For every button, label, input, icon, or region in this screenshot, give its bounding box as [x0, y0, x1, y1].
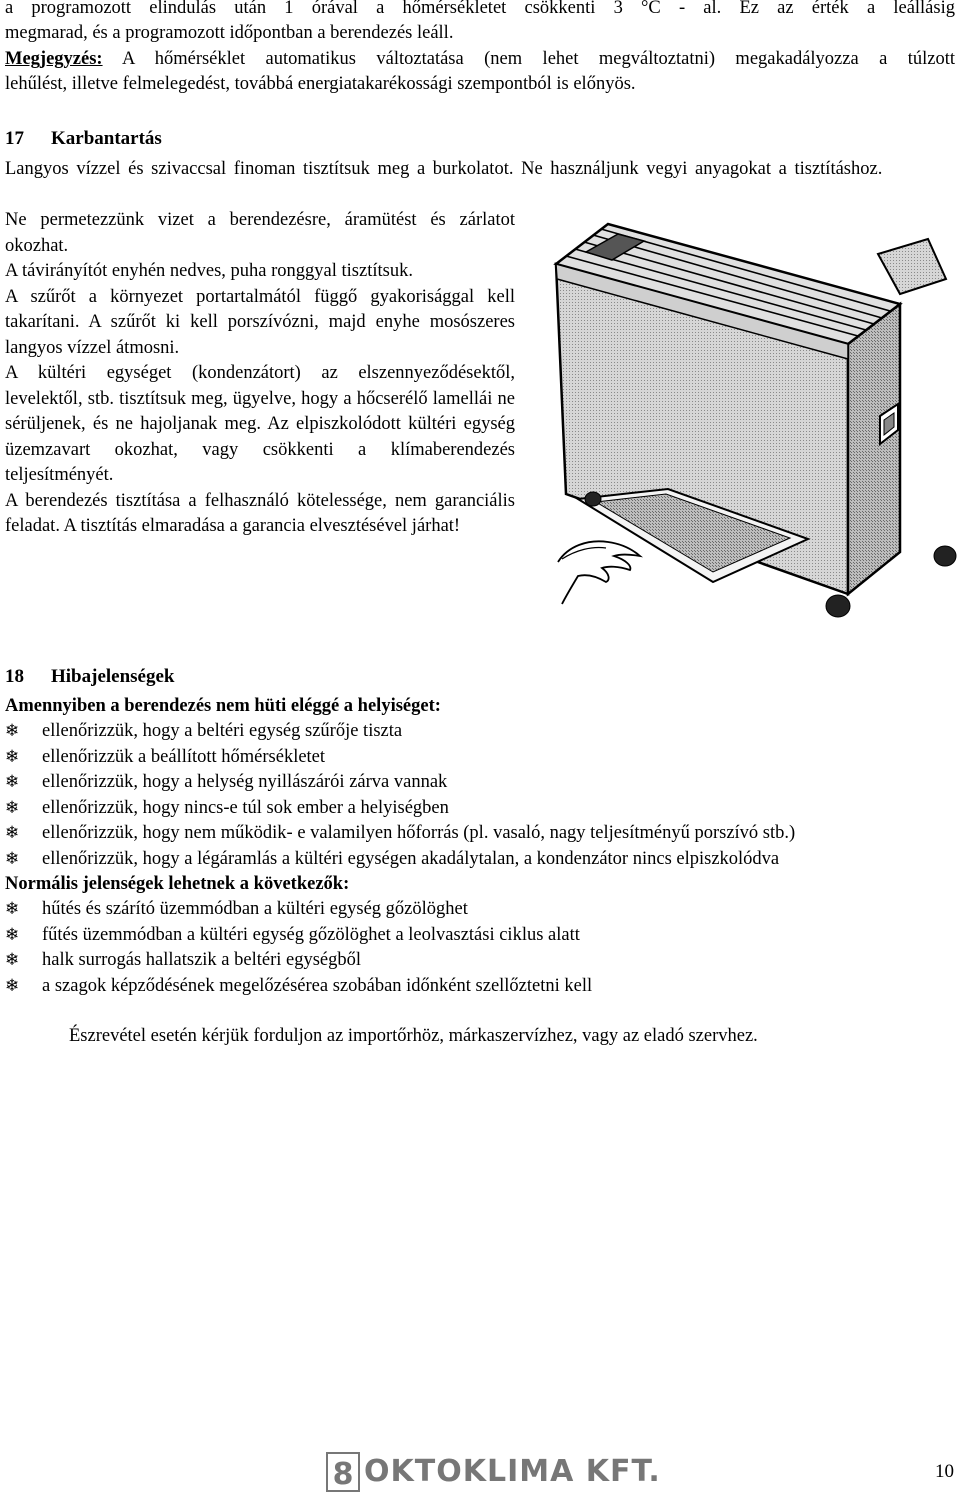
- section-17-number: 17: [5, 128, 24, 149]
- list-item: ❄ ellenőrizzük, hogy a beltéri egység szűrője tiszta: [5, 719, 795, 745]
- list-item: ❄ halk surrogás hallatszik a beltéri egységből: [5, 948, 592, 974]
- section-18-subheading-2: Normális jelenségek lehetnek a következők:: [5, 874, 350, 894]
- section-18-heading: [5, 664, 175, 690]
- snowflake-icon: ❄: [5, 797, 20, 818]
- note-line-2: lehűlést, illetve felmelegedést, továbbá energiatakarékossági szempontból is előnyös.: [5, 74, 636, 94]
- intro-line-1: a programozott elindulás után 1 órával a hőmérsékletet csökkenti 3 °C - al. Ez az érték a leállásig: [5, 0, 955, 18]
- snowflake-icon: ❄: [5, 848, 20, 869]
- snowflake-icon: ❄: [5, 950, 20, 970]
- section-17-column: [5, 208, 515, 540]
- company-logo: [326, 1452, 661, 1492]
- section-17-heading: [5, 126, 162, 152]
- snowflake-icon: ❄: [5, 924, 20, 945]
- logo-mark-icon: [326, 1452, 360, 1492]
- note-text-1: A hőmérséklet automatikus változtatása (nem lehet megváltoztatni) megakadályozza a túlzott: [102, 49, 955, 69]
- snowflake-icon: ❄: [5, 772, 20, 792]
- list-item: ❄ ellenőrizzük, hogy nincs-e túl sok ember a helyiségben: [5, 796, 795, 822]
- section-17-paragraph-3: A távirányítót enyhén nedves, puha ronggyal tisztítsuk.: [5, 261, 413, 281]
- list-item: ❄ ellenőrizzük a beállított hőmérsékletet: [5, 745, 795, 771]
- section-18-subheading-1: Amennyiben a berendezés nem hüti eléggé a helyiséget:: [5, 696, 441, 716]
- checklist-normal-phenomena: [5, 897, 592, 999]
- section-17-title: Karbantartás: [51, 128, 162, 149]
- checklist-not-cooling: [5, 719, 795, 872]
- air-conditioner-illustration: [548, 194, 958, 640]
- list-item: ❄ ellenőrizzük, hogy a légáramlás a kültéri egységen akadálytalan, a kondenzátor nincs elpiszkolódva: [5, 847, 795, 873]
- page-number: 10: [935, 1461, 954, 1482]
- list-item: ❄ hűtés és szárító üzemmódban a kültéri egység gőzölöghet: [5, 897, 592, 923]
- snowflake-icon: ❄: [5, 975, 20, 996]
- section-17-paragraph-6: A berendezés tisztítása a felhasználó kötelessége, nem garanciális feladat. A tisztítás elmaradása a garancia elvesztésével járhat!: [5, 490, 515, 536]
- intro-line-2: megmarad, és a programozott időpontban a berendezés leáll.: [5, 23, 454, 43]
- list-item: ❄ fűtés üzemmódban a kültéri egység gőzölöghet a leolvasztási ciklus alatt: [5, 923, 592, 949]
- list-item: ❄ ellenőrizzük, hogy a helység nyillászárói zárva vannak: [5, 770, 795, 796]
- section-17-paragraph-5: A kültéri egységet (kondenzátort) az elszennyeződésektől, levelektől, stb. tisztítsuk meg, ügyelve, hogy a hőcserélő lamellái ne sérüljenek, és ne hajoljanak meg. Az elpiszkolódott kültéri egység üzemzavart okozhat, vagy csökkenti a klímaberendezés teljesítményét.: [5, 363, 515, 485]
- section-17-paragraph-2: Ne permetezzünk vizet a berendezésre, áramütést és zárlatot okozhat.: [5, 210, 515, 256]
- list-item: ❄ a szagok képződésének megelőzésérea szobában időnként szellőztetni kell: [5, 974, 592, 1000]
- list-item: ❄ ellenőrizzük, hogy nem működik- e valamilyen hőforrás (pl. vasaló, nagy teljesítményű porszívó stb.): [5, 821, 795, 847]
- section-17-paragraph-4: A szűrőt a környezet portartalmától függő gyakorisággal kell takarítani. A szűrőt ki kell porszívózni, majd enyhe mosószeres langyos vízzel átmosni.: [5, 286, 515, 358]
- snowflake-icon: ❄: [5, 899, 20, 919]
- note-line-1: [5, 47, 955, 73]
- section-18-number: 18: [5, 666, 24, 687]
- svg-text:8: 8: [332, 1457, 354, 1492]
- section-18-title: Hibajelenségek: [51, 666, 175, 687]
- closing-note: Észrevétel esetén kérjük forduljon az importőrhöz, márkaszervízhez, vagy az eladó szervhez.: [69, 1026, 758, 1046]
- note-label: Megjegyzés:: [5, 49, 103, 69]
- logo-text: OKTOKLIMA KFT.: [364, 1454, 661, 1490]
- snowflake-icon: ❄: [5, 823, 20, 843]
- snowflake-icon: ❄: [5, 721, 20, 741]
- section-17-paragraph-1: Langyos vízzel és szivaccsal finoman tisztítsuk meg a burkolatot. Ne használjunk vegyi anyagokat a tisztításhoz.: [5, 159, 883, 179]
- snowflake-icon: ❄: [5, 746, 20, 767]
